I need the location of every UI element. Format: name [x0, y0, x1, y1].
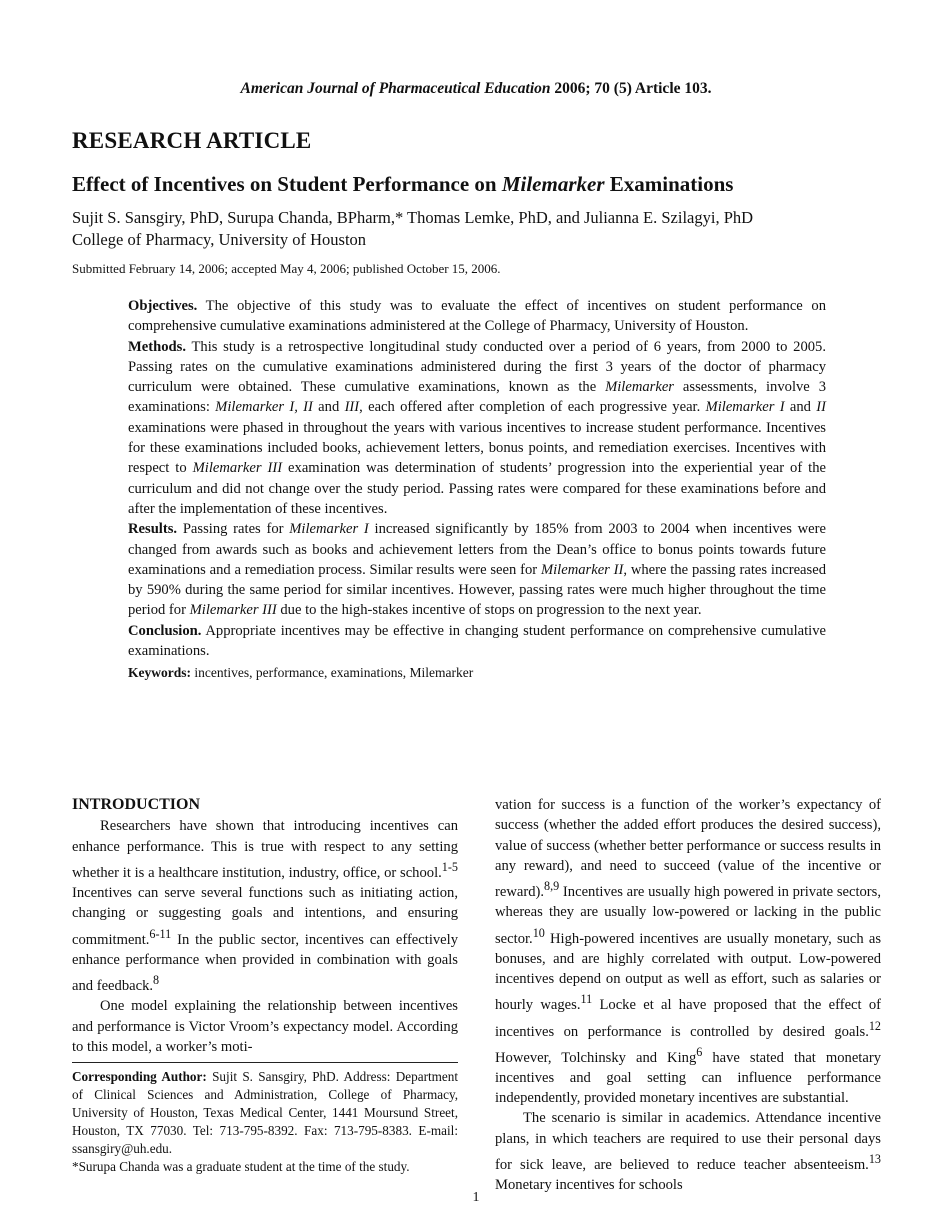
citation-ref: 13 — [868, 1152, 881, 1167]
methods-label: Methods. — [128, 338, 186, 355]
intro-paragraph-2: One model explaining the relationship between incentives and performance is Victor Vroom’s expectancy model. According to this model, a worker’s moti- — [72, 998, 458, 1055]
author-note: *Surupa Chanda was a graduate student at the time of the study. — [72, 1159, 410, 1175]
methods-text-1: This study is a retrospective longitudinal study conducted over a period of 6 years, from 2000 to 2005. Passing rates on the cumulative examinations administered during the first 3 years of the doctor of pharmacy curriculum were obtained. These cumulative examinations, known as the — [128, 338, 826, 396]
intro-p1-text-b: Incentives can serve several functions such as initiating action, changing or suggesting goals and intentions, and ensuring commitment. — [72, 885, 458, 948]
methods-text-5: and — [784, 399, 817, 416]
methods-italic-3: III — [344, 399, 360, 416]
title-italic: Milemarker — [501, 172, 605, 196]
footnote-divider — [72, 1062, 458, 1063]
abstract-objectives — [128, 296, 826, 337]
abstract-methods — [128, 337, 826, 520]
title-part-2: Examinations — [604, 172, 734, 196]
methods-italic-1: Milemarker — [605, 379, 674, 396]
intro-r2-text-a: The scenario is similar in academics. Attendance incentive plans, in which teachers are required to use their personal days for sick leave, are believed to reduce teacher absenteeism. — [495, 1110, 881, 1173]
citation-ref: 6-11 — [149, 926, 172, 941]
citation-ref: 10 — [532, 925, 545, 940]
abstract-conclusion — [128, 621, 826, 662]
keywords-text: incentives, performance, examinations, Milemarker — [191, 665, 474, 681]
results-italic-3: Milemarker III — [189, 602, 277, 619]
citation-ref: 8 — [153, 973, 160, 988]
footnote — [72, 1068, 458, 1177]
methods-text-3: and — [312, 399, 345, 416]
journal-citation: 2006; 70 (5) Article 103. — [554, 80, 712, 97]
author-list: Sujit S. Sansgiry, PhD, Surupa Chanda, BPharm,* Thomas Lemke, PhD, and Julianna E. Szilagyi, PhD — [72, 208, 754, 227]
intro-r1-text-e: However, Tolchinsky and King — [495, 1049, 697, 1066]
journal-name: American Journal of Pharmaceutical Education — [240, 80, 551, 97]
author-block — [72, 207, 753, 251]
intro-r1-text-c: High-powered incentives are usually monetary, such as bonuses, and are highly correlated with output. Low-powered incentives depend on output as well as effort, such as salaries or hourly wages. — [495, 930, 881, 1014]
results-text-3: , where the passing rates increased by 590% during the same period for similar incentives. However, passing rates were much higher throughout the time period for — [128, 561, 826, 619]
corresponding-author-text: Sujit S. Sansgiry, PhD. Address: Department of Clinical Sciences and Administration, College of Pharmacy, University of Houston, Texas Medical Center, 1441 Moursund Street, Houston, TX 77030. Tel: 713-795-8392. Fax: 713-795-8383. E-mail: ssansgiry@uh.edu. — [72, 1069, 458, 1157]
abstract-keywords — [128, 663, 826, 683]
intro-r2-text-b: Monetary incentives for schools — [495, 1177, 683, 1194]
keywords-label: Keywords: — [128, 665, 191, 681]
title-part-1: Effect of Incentives on Student Performance on — [72, 172, 502, 196]
article-type: RESEARCH ARTICLE — [72, 128, 312, 153]
intro-p1-text-a: Researchers have shown that introducing incentives can enhance performance. This is true with respect to any setting whether it is a healthcare institution, industry, office, or school. — [72, 818, 458, 881]
conclusion-text: Appropriate incentives may be effective in changing student performance on comprehensive cumulative examinations. — [128, 622, 826, 660]
methods-text-6: examinations were phased in throughout the years with various incentives to increase student performance. Incentives for these examinations included books, achievement letters, bonus points, and remediation exercises. Incentives with respect to — [128, 419, 826, 477]
methods-text-7: examination was determination of students’ progression into the experiential year of the curriculum and did not change over the study period. Passing rates were compared for these examinations before and after the implementation of these incentives. — [128, 460, 826, 517]
intro-paragraph-3 — [495, 1108, 881, 1195]
intro-r1-text-a: vation for success is a function of the worker’s expectancy of success (whether the added effort produces the desired success), value of success (whether better performance or success results in any reward), and need to succeed (value of the incentive or reward). — [495, 797, 881, 901]
methods-italic-6: Milemarker III — [192, 460, 283, 477]
introduction-heading: INTRODUCTION — [72, 796, 201, 813]
intro-r1-text-b: Incentives are usually high powered in private sectors, whereas they are usually low-powered or lacking in the public sector. — [495, 884, 881, 947]
results-text-4: due to the high-stakes incentive of stops on progression to the next year. — [276, 602, 702, 619]
citation-ref: 1-5 — [441, 859, 458, 874]
intro-paragraph-1 — [72, 816, 458, 996]
right-column — [495, 795, 881, 1196]
intro-r1-text-d: Locke et al have proposed that the effect of incentives on performance is controlled by desired goals. — [495, 997, 881, 1040]
methods-text-4: , each offered after completion of each progressive year. — [359, 399, 706, 416]
methods-italic-2: Milemarker I, II — [215, 399, 313, 416]
conclusion-label: Conclusion. — [128, 622, 202, 639]
objectives-label: Objectives. — [128, 298, 198, 314]
left-column — [72, 795, 458, 1057]
citation-ref: 11 — [580, 992, 593, 1007]
results-italic-1: Milemarker I — [289, 521, 369, 538]
results-italic-2: Milemarker II — [540, 561, 624, 578]
citation-ref: 8,9 — [544, 879, 560, 894]
objectives-text: The objective of this study was to evaluate the effect of incentives on student performance on comprehensive cumulative examinations administered at the College of Pharmacy, University of Houston. — [128, 298, 826, 335]
corresponding-author-label: Corresponding Author: — [72, 1069, 207, 1084]
results-text-1: Passing rates for — [177, 521, 290, 538]
citation-ref: 12 — [868, 1018, 881, 1033]
corresponding-author — [72, 1068, 458, 1158]
abstract — [128, 296, 826, 684]
methods-italic-5: II — [816, 399, 826, 416]
citation-ref: 6 — [696, 1044, 703, 1059]
results-label: Results. — [128, 521, 178, 538]
methods-text-2: assessments, involve 3 examinations: — [128, 379, 826, 416]
affiliation: College of Pharmacy, University of Houston — [72, 230, 367, 249]
submission-dates: Submitted February 14, 2006; accepted May 4, 2006; published October 15, 2006. — [72, 261, 501, 276]
methods-italic-4: Milemarker I — [705, 399, 785, 416]
results-text-2: increased significantly by 185% from 2003 to 2004 when incentives were changed from awards such as books and achievement letters from the Dean’s office to bonus points towards future examinations and a remediation process. Similar results were seen for — [128, 521, 826, 578]
intro-p1-text-c: In the public sector, incentives can effectively enhance performance when provided in combination with goals and feedback. — [72, 931, 458, 994]
page-number: 1 — [472, 1190, 480, 1205]
intro-paragraph-2-continued — [495, 795, 881, 1108]
abstract-results — [128, 519, 826, 620]
intro-r1-text-f: have stated that monetary incentives and goal setting can influence performance independently, provided monetary incentives are substantial. — [495, 1049, 881, 1107]
article-title — [72, 172, 733, 197]
journal-header — [0, 80, 952, 98]
